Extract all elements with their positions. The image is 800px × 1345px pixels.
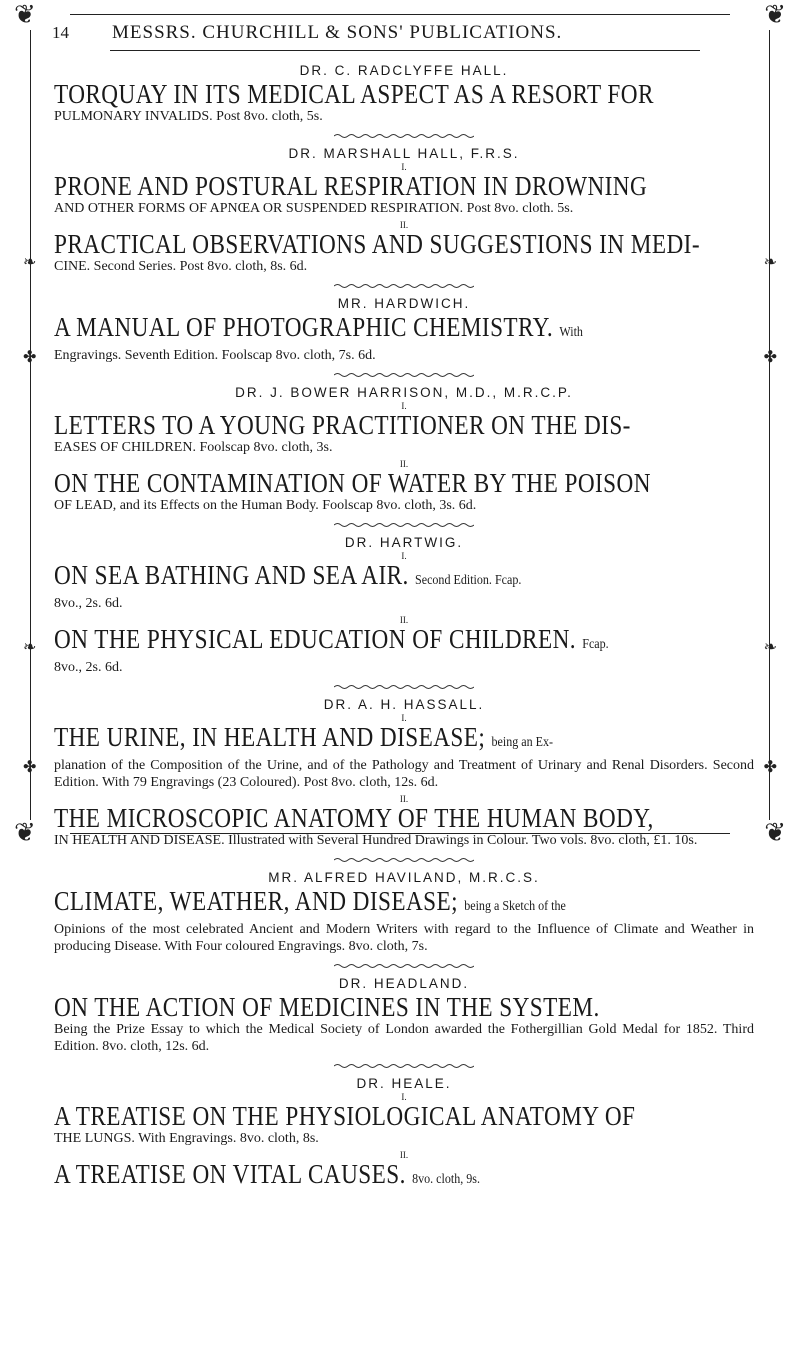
page-number: 14: [52, 23, 69, 42]
side-ornament-icon: ❧: [23, 254, 37, 271]
work-numeral: I.: [401, 401, 407, 411]
work-description: PULMONARY INVALIDS. Post 8vo. cloth, 5s.: [54, 109, 323, 124]
work-title-tail: Fcap.: [582, 637, 609, 652]
wavy-divider: [54, 522, 754, 528]
left-rule: [30, 30, 31, 820]
corner-ornament-icon: ❦: [14, 0, 36, 29]
author-name: DR. HEALE.: [356, 1076, 452, 1091]
work-title: [54, 229, 700, 259]
work-title-text: PRACTICAL OBSERVATIONS AND SUGGESTIONS IN MEDI-: [54, 229, 700, 259]
side-ornament-icon: ❧: [763, 639, 777, 656]
work-description: planation of the Composition of the Urine, and of the Pathology and Treatment of Urinary and Renal Disorders. Second Edition. With 79 Engravings (23 Coloured). Post 8vo. cloth, 12s. 6d.: [54, 758, 754, 790]
work-description: 8vo., 2s. 6d.: [54, 596, 123, 611]
side-ornament-icon: ✤: [23, 759, 37, 776]
work-description: EASES OF CHILDREN. Foolscap 8vo. cloth, 3s.: [54, 440, 333, 455]
work-description: CINE. Second Series. Post 8vo. cloth, 8s. 6d.: [54, 259, 308, 274]
side-ornament-icon: ✤: [763, 349, 777, 366]
author-name: DR. C. RADCLYFFE HALL.: [299, 63, 509, 78]
work-title: [54, 172, 656, 200]
work-title-text: THE MICROSCOPIC ANATOMY OF THE HUMAN BODY,: [54, 803, 654, 833]
work-title: [54, 723, 656, 757]
work-title-tail: being an Ex-: [491, 735, 554, 750]
author-section: [54, 1075, 754, 1198]
work-title-tail: 8vo. cloth, 9s.: [412, 1172, 480, 1187]
wavy-divider: [54, 857, 754, 863]
work-title: [54, 80, 656, 108]
work-numeral: II.: [399, 220, 409, 230]
wavy-divider: [54, 133, 754, 139]
work-title: [54, 887, 656, 921]
work-title: [54, 1102, 656, 1130]
corner-ornament-icon: ❦: [764, 818, 786, 847]
work-description: Opinions of the most celebrated Ancient and Modern Writers with regard to the Influence of Climate and Weather in producing Disease. With Four coloured Engravings. 8vo. cloth, 7s.: [54, 922, 754, 954]
wavy-divider: [54, 372, 754, 378]
author-section: [54, 62, 754, 139]
header-rule: [110, 50, 700, 51]
work-title-text: ON THE CONTAMINATION OF WATER BY THE POISON: [54, 468, 651, 498]
work-title-text: ON THE PHYSICAL EDUCATION OF CHILDREN.: [54, 624, 577, 654]
author-name: MR. HARDWICH.: [337, 296, 471, 311]
catalogue-list: [54, 62, 754, 1198]
author-name: DR. HARTWIG.: [344, 535, 464, 550]
work-title-text: A TREATISE ON VITAL CAUSES.: [54, 1159, 406, 1189]
corner-ornament-icon: ❦: [764, 0, 786, 29]
work-description: THE LUNGS. With Engravings. 8vo. cloth, 8s.: [54, 1131, 319, 1146]
work-description: IN HEALTH AND DISEASE. Illustrated with Several Hundred Drawings in Colour. Two vols. 8vo. cloth, £1. 10s.: [54, 833, 698, 848]
work-title-tail: Second Edition. Fcap.: [415, 573, 522, 588]
work-numeral: I.: [401, 1092, 407, 1102]
work-title-tail: being a Sketch of the: [464, 899, 566, 914]
work-description: OF LEAD, and its Effects on the Human Body. Foolscap 8vo. cloth, 3s. 6d.: [54, 498, 477, 513]
side-ornament-icon: ✤: [23, 349, 37, 366]
author-name: DR. MARSHALL HALL, F.R.S.: [288, 146, 520, 161]
work-title-text: ON THE ACTION OF MEDICINES IN THE SYSTEM.: [54, 992, 600, 1022]
work-title-tail: With: [559, 325, 583, 340]
work-title-text: TORQUAY IN ITS MEDICAL ASPECT AS A RESORT FOR: [54, 79, 654, 109]
header-title: MESSRS. CHURCHILL & SONS' PUBLICATIONS.: [112, 22, 563, 43]
work-numeral: I.: [401, 713, 407, 723]
work-description: Engravings. Seventh Edition. Foolscap 8vo. cloth, 7s. 6d.: [54, 348, 376, 363]
wavy-divider: [54, 283, 754, 289]
author-section: [54, 696, 754, 863]
right-rule: [769, 30, 770, 820]
work-title: [54, 625, 656, 659]
work-title-text: CLIMATE, WEATHER, AND DISEASE;: [54, 886, 458, 916]
work-title-text: A TREATISE ON THE PHYSIOLOGICAL ANATOMY OF: [54, 1101, 636, 1131]
running-header: [52, 22, 752, 46]
work-description: Being the Prize Essay to which the Medical Society of London awarded the Fothergillian Gold Medal for 1852. Third Edition. 8vo. cloth, 12s. 6d.: [54, 1022, 754, 1054]
work-numeral: II.: [399, 615, 409, 625]
work-numeral: I.: [401, 551, 407, 561]
work-title: [54, 411, 656, 439]
author-section: [54, 295, 754, 378]
side-ornament-icon: ❧: [23, 639, 37, 656]
work-numeral: II.: [399, 794, 409, 804]
author-name: MR. ALFRED HAVILAND, M.R.C.S.: [268, 870, 540, 885]
work-description: 8vo., 2s. 6d.: [54, 660, 123, 675]
author-name: DR. J. BOWER HARRISON, M.D., M.R.C.P.: [235, 385, 573, 400]
side-ornament-icon: ❧: [763, 254, 777, 271]
work-title: [54, 993, 656, 1021]
side-ornament-icon: ✤: [763, 759, 777, 776]
wavy-divider: [54, 1063, 754, 1069]
work-numeral: II.: [399, 459, 409, 469]
work-title: [54, 313, 656, 347]
author-name: DR. HEADLAND.: [338, 976, 470, 991]
work-title-text: ON SEA BATHING AND SEA AIR.: [54, 560, 409, 590]
top-rule: [70, 14, 730, 15]
author-section: [54, 869, 754, 969]
work-title: [54, 561, 656, 595]
author-section: [54, 145, 754, 289]
work-title: [54, 804, 656, 832]
corner-ornament-icon: ❦: [14, 818, 36, 847]
work-numeral: I.: [401, 162, 407, 172]
work-title: [54, 1160, 656, 1194]
work-title-text: THE URINE, IN HEALTH AND DISEASE;: [54, 722, 486, 752]
work-title-text: PRONE AND POSTURAL RESPIRATION IN DROWNING: [54, 171, 648, 201]
work-title: [54, 469, 656, 497]
author-name: DR. A. H. HASSALL.: [323, 697, 485, 712]
author-section: [54, 384, 754, 528]
work-numeral: II.: [399, 1150, 409, 1160]
work-title-text: A MANUAL OF PHOTOGRAPHIC CHEMISTRY.: [54, 312, 554, 342]
work-title-text: LETTERS TO A YOUNG PRACTITIONER ON THE DIS-: [54, 410, 631, 440]
wavy-divider: [54, 963, 754, 969]
work-description: AND OTHER FORMS OF APNŒA OR SUSPENDED RESPIRATION. Post 8vo. cloth. 5s.: [54, 201, 574, 216]
author-section: [54, 534, 754, 690]
author-section: [54, 975, 754, 1069]
wavy-divider: [54, 684, 754, 690]
